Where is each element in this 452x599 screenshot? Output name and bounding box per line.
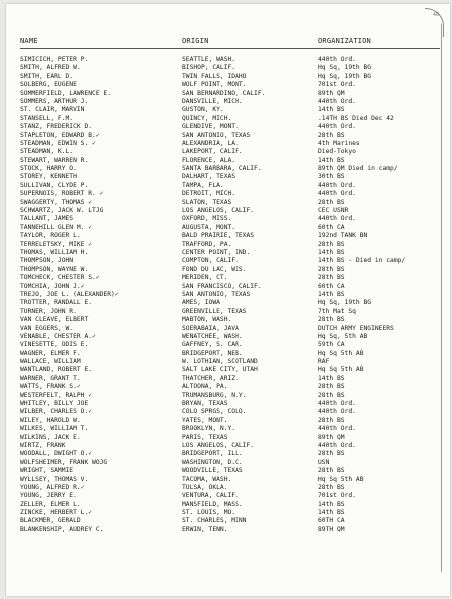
list-item bbox=[20, 526, 436, 534]
entry-organization: 59th CA bbox=[318, 341, 345, 349]
entry-origin: THATCHER, ARIZ. bbox=[182, 374, 239, 382]
list-item bbox=[20, 266, 436, 274]
entry-organization: Hq Sq, 5th AB bbox=[318, 332, 368, 340]
entry-organization: 14th BS bbox=[318, 248, 345, 256]
header-rule bbox=[20, 48, 440, 49]
entry-name: BLACKMER, GERALD bbox=[20, 517, 81, 525]
list-item bbox=[20, 241, 436, 249]
entry-organization: 701st Ord. bbox=[318, 492, 356, 500]
list-item bbox=[20, 408, 436, 416]
entry-organization: Hq Sq 5th AB bbox=[318, 349, 364, 357]
entry-name: WYLLSEY, THOMAS V. bbox=[20, 475, 89, 483]
header-name: NAME bbox=[20, 37, 38, 45]
entry-organization: CEC USNR bbox=[318, 207, 349, 215]
entry-organization: 60th CA bbox=[318, 223, 345, 231]
entry-name: TROTTER, RANDALL E. bbox=[20, 299, 93, 307]
entry-name: TANNEHILL GLEN M. ✓ bbox=[20, 223, 93, 231]
list-item bbox=[20, 56, 436, 64]
entry-origin: GLENDIVE, MONT. bbox=[182, 123, 239, 131]
entry-origin: SOERABAIA, JAVA bbox=[182, 324, 239, 332]
list-item bbox=[20, 425, 436, 433]
entry-name: STANZ, FREDERICK D. bbox=[20, 123, 93, 131]
entry-organization: 28th BS bbox=[318, 316, 345, 324]
list-item bbox=[20, 517, 436, 525]
entry-origin: TAMPA, FLA. bbox=[182, 181, 224, 189]
list-item bbox=[20, 350, 436, 358]
entry-organization: Hq Sq, 19th BG bbox=[318, 64, 372, 72]
entry-origin: BISHOP, CALIF. bbox=[182, 64, 236, 72]
entry-organization: 28th BS bbox=[318, 383, 345, 391]
entry-origin: VENTURA, CALIF. bbox=[182, 492, 239, 500]
entry-origin: BRYAN, TEXAS bbox=[182, 400, 228, 408]
entry-organization: 440th Ord. bbox=[318, 400, 356, 408]
list-item bbox=[20, 182, 436, 190]
entry-organization: 440th Ord. bbox=[318, 441, 356, 449]
entry-organization: 89th QM bbox=[318, 89, 345, 97]
list-item bbox=[20, 123, 436, 131]
entry-origin: OXFORD, MISS. bbox=[182, 215, 232, 223]
list-item bbox=[20, 325, 436, 333]
entry-name: WILBER, CHARLES O.✓ bbox=[20, 408, 93, 416]
entry-organization: 14th BS bbox=[318, 290, 345, 298]
document-page bbox=[6, 4, 450, 596]
entry-name: STEADMAN, EDWIN S. ✓ bbox=[20, 139, 96, 147]
list-item bbox=[20, 434, 436, 442]
list-item bbox=[20, 484, 436, 492]
entry-organization: 89TH QM bbox=[318, 525, 345, 533]
entry-origin: WASHINGTON, D.C. bbox=[182, 458, 243, 466]
entry-name: VINESETTE, ODIS E. bbox=[20, 341, 89, 349]
list-item bbox=[20, 148, 436, 156]
list-item bbox=[20, 98, 436, 106]
entry-origin: FOND DU LAC, WIS. bbox=[182, 265, 247, 273]
entry-origin: GAFFNEY, S. CAR. bbox=[182, 341, 243, 349]
entry-name: WOODALL, DWIGHT O.✓ bbox=[20, 450, 93, 458]
list-item bbox=[20, 291, 436, 299]
list-item bbox=[20, 375, 436, 383]
entry-name: WOLFSHEIMER, FRANK WOJG bbox=[20, 458, 108, 466]
entry-organization: 28th BS bbox=[318, 131, 345, 139]
entry-origin: SLATON, TEXAS bbox=[182, 198, 232, 206]
list-item bbox=[20, 509, 436, 517]
entry-name: TALLANT, JAMES bbox=[20, 215, 74, 223]
entry-origin: ST. CHARLES, MINN bbox=[182, 517, 247, 525]
entry-organization: 440th Ord. bbox=[318, 408, 356, 416]
entry-organization: 60TH CA bbox=[318, 517, 345, 525]
entry-origin: TULSA, OKLA. bbox=[182, 483, 228, 491]
entry-name: STOREY, KENNETH bbox=[20, 173, 77, 181]
entry-name: SCHWARTZ, JACK W. LTJG bbox=[20, 207, 104, 215]
header-organization: ORGANIZATION bbox=[318, 37, 371, 45]
entry-origin: TWIN FALLS, IDAHO bbox=[182, 72, 247, 80]
entry-origin: FLORENCE, ALA. bbox=[182, 156, 236, 164]
entry-name: SUPERNOIS, ROBERT R. ✓ bbox=[20, 190, 104, 198]
entry-origin: TACOMA, WASH. bbox=[182, 475, 232, 483]
entry-organization: DUTCH ARMY ENGINEERS bbox=[318, 324, 394, 332]
entry-name: SMITH, EARL D. bbox=[20, 72, 74, 80]
entry-organization: 440th Ord. bbox=[318, 181, 356, 189]
entry-name: WATTS, FRANK S.✓ bbox=[20, 383, 81, 391]
entry-origin: SAN ANTONIO, TEXAS bbox=[182, 131, 251, 139]
entry-organization: 14th BS bbox=[318, 500, 345, 508]
entry-organization: 89th QM Died in camp/ bbox=[318, 165, 398, 173]
entry-name: TURNER, JOHN R. bbox=[20, 307, 77, 315]
entry-name: SULLIVAN, CLYDE P. bbox=[20, 181, 89, 189]
entry-name: STOCK, HARRY O. bbox=[20, 165, 77, 173]
margin-line bbox=[441, 24, 442, 572]
entry-organization: 28th BS bbox=[318, 198, 345, 206]
entry-name: STEADMAN, K.L. bbox=[20, 148, 74, 156]
entry-name: WRIGHT, SAMMIE bbox=[20, 467, 74, 475]
entry-name: SOMMERS, ARTHUR J. bbox=[20, 97, 89, 105]
entry-origin: DALHART, TEXAS bbox=[182, 173, 236, 181]
entry-organization: 89th QM bbox=[318, 433, 345, 441]
entry-organization: 440th Ord. bbox=[318, 215, 356, 223]
entry-name: SOMMERFIELD, LAWRENCE E. bbox=[20, 89, 111, 97]
entry-name: WILKES, WILLIAM T. bbox=[20, 425, 89, 433]
entry-origin: TRAFFORD, PA. bbox=[182, 240, 232, 248]
list-item bbox=[20, 232, 436, 240]
list-item bbox=[20, 358, 436, 366]
entry-organization: 440th Ord. bbox=[318, 97, 356, 105]
list-item bbox=[20, 383, 436, 391]
entry-origin: SAN ANTONIO, TEXAS bbox=[182, 290, 251, 298]
entry-name: THOMPSON, WAYNE W. bbox=[20, 265, 89, 273]
entry-organization: 14th BS - Died in camp/ bbox=[318, 257, 406, 265]
entry-name: VENABLE, CHESTER A.✓ bbox=[20, 332, 96, 340]
header-origin: ORIGIN bbox=[182, 37, 209, 45]
entry-origin: QUINCY, MICH. bbox=[182, 114, 232, 122]
entry-origin: WENATCHEE, WASH. bbox=[182, 332, 243, 340]
entry-name: TERRELETSKY, MIKE ✓ bbox=[20, 240, 93, 248]
entry-name: VAN CLEAVE, ELBERT bbox=[20, 316, 89, 324]
list-item bbox=[20, 417, 436, 425]
entry-name: SWAGGERTY, THOMAS ✓ bbox=[20, 198, 93, 206]
entry-organization: USN bbox=[318, 458, 330, 466]
entry-name: ZINCKE, HERBERT L.✓ bbox=[20, 509, 93, 517]
list-item bbox=[20, 299, 436, 307]
entry-organization: Hq Sq, 19th BG bbox=[318, 299, 372, 307]
entry-organization: Hq Sq, 19th BG bbox=[318, 72, 372, 80]
roster-list bbox=[20, 56, 436, 534]
entry-name: ZELLER, ELMER L. bbox=[20, 500, 81, 508]
entry-name: VAN EGGERS, W. bbox=[20, 324, 74, 332]
list-item bbox=[20, 157, 436, 165]
entry-origin: SEATTLE, WASH. bbox=[182, 56, 236, 63]
list-item bbox=[20, 467, 436, 475]
list-item bbox=[20, 257, 436, 265]
entry-origin: SALT LAKE CITY, UTAH bbox=[182, 366, 258, 374]
entry-name: WILEY, HAROLD W. bbox=[20, 416, 81, 424]
entry-organization: 440th Ord. bbox=[318, 123, 356, 131]
entry-origin: TRUMANSBURG, N.Y. bbox=[182, 391, 247, 399]
list-item bbox=[20, 274, 436, 282]
list-item bbox=[20, 207, 436, 215]
list-item bbox=[20, 459, 436, 467]
list-item bbox=[20, 283, 436, 291]
entry-name: TOMCHECK, CHESTER S.✓ bbox=[20, 274, 100, 282]
entry-name: STANSELL, F.M. bbox=[20, 114, 74, 122]
entry-origin: WOLF POINT, MONT. bbox=[182, 81, 247, 89]
entry-name: SIMICICH, PETER P. bbox=[20, 56, 89, 63]
entry-origin: BRIDGEPORT, NEB. bbox=[182, 349, 243, 357]
list-item bbox=[20, 132, 436, 140]
entry-origin: DANSVILLE, MICH. bbox=[182, 97, 243, 105]
entry-origin: AUGUSTA, MONT. bbox=[182, 223, 236, 231]
entry-name: SMITH, ALFRED W. bbox=[20, 64, 81, 72]
entry-origin: BROOKLYN, N.Y. bbox=[182, 425, 236, 433]
entry-origin: SAN FRANCISCO, CALIF. bbox=[182, 282, 262, 290]
list-item bbox=[20, 442, 436, 450]
entry-name: WAGNER, ELMER F. bbox=[20, 349, 81, 357]
entry-organization: 28th BS bbox=[318, 483, 345, 491]
entry-organization: 14th BS bbox=[318, 374, 345, 382]
entry-organization: Hq Sq 5th AB bbox=[318, 475, 364, 483]
list-item bbox=[20, 224, 436, 232]
list-item bbox=[20, 173, 436, 181]
entry-organization: Died-Tokyo bbox=[318, 148, 356, 156]
entry-origin: WOODVILLE, TEXAS bbox=[182, 467, 243, 475]
list-item bbox=[20, 64, 436, 72]
entry-origin: LOS ANGELOS, CALIF. bbox=[182, 441, 255, 449]
entry-name: WALLACE, WILLIAM bbox=[20, 358, 81, 366]
list-item bbox=[20, 73, 436, 81]
entry-origin: MERIDEN, CT. bbox=[182, 274, 228, 282]
list-item bbox=[20, 333, 436, 341]
entry-organization: 28th BS bbox=[318, 274, 345, 282]
entry-name: STAPLETON, EDWARD B.✓ bbox=[20, 131, 100, 139]
list-item bbox=[20, 476, 436, 484]
column-header bbox=[20, 37, 426, 47]
entry-origin: AMES, IOWA bbox=[182, 299, 220, 307]
list-item bbox=[20, 249, 436, 257]
entry-name: YOUNG, JERRY E. bbox=[20, 492, 77, 500]
list-item bbox=[20, 492, 436, 500]
entry-name: WILKINS, JACK E. bbox=[20, 433, 81, 441]
entry-origin: SAN BERNARDINO, CALIF. bbox=[182, 89, 266, 97]
entry-origin: MANSFIELD, MASS. bbox=[182, 500, 243, 508]
entry-origin: COMPTON, CALIF. bbox=[182, 257, 239, 265]
list-item bbox=[20, 501, 436, 509]
entry-organization: 192nd TANK BN bbox=[318, 232, 368, 240]
page-number: 40 bbox=[433, 12, 440, 18]
entry-origin: W. LOTHIAN, SCOTLAND bbox=[182, 358, 258, 366]
entry-name: WIRTZ, FRANK bbox=[20, 441, 66, 449]
entry-name: TAYLOR, ROGER L. bbox=[20, 232, 81, 240]
entry-organization: 28th BS bbox=[318, 416, 345, 424]
entry-organization: 4th Marines bbox=[318, 139, 360, 147]
entry-origin: SANTA BARBARA, CALIF. bbox=[182, 165, 262, 173]
entry-organization: 28th BS bbox=[318, 467, 345, 475]
list-item bbox=[20, 215, 436, 223]
list-item bbox=[20, 140, 436, 148]
list-item bbox=[20, 400, 436, 408]
entry-name: WHITLEY, BILLY JOE bbox=[20, 400, 89, 408]
list-item bbox=[20, 316, 436, 324]
entry-origin: CENTER POINT, IND. bbox=[182, 248, 251, 256]
entry-origin: PARIS, TEXAS bbox=[182, 433, 228, 441]
entry-organization: 701st Ord. bbox=[318, 81, 356, 89]
entry-organization: 60th CA bbox=[318, 282, 345, 290]
entry-origin: DETROIT, MICH. bbox=[182, 190, 236, 198]
entry-origin: ALTOONA, PA. bbox=[182, 383, 228, 391]
list-item bbox=[20, 450, 436, 458]
entry-organization: 440th Ord. bbox=[318, 425, 356, 433]
entry-organization: 14th BS bbox=[318, 106, 345, 114]
entry-organization: 28th BS bbox=[318, 265, 345, 273]
list-item bbox=[20, 341, 436, 349]
entry-name: ST. CLAIR, MARVIN bbox=[20, 106, 85, 114]
entry-organization: 28th BS bbox=[318, 240, 345, 248]
entry-organization: 440th Ord. bbox=[318, 190, 356, 198]
entry-origin: LAKEPORT, CALIF. bbox=[182, 148, 243, 156]
entry-organization: .14TH BS Died Dec 42 bbox=[318, 114, 394, 122]
entry-name: TOMCHIA, JOHN J.✓ bbox=[20, 282, 85, 290]
entry-name: WANTLAND, ROBERT E. bbox=[20, 366, 93, 374]
entry-origin: BALD PRAIRIE, TEXAS bbox=[182, 232, 255, 240]
entry-name: THOMAS, WILLIAM H. bbox=[20, 248, 89, 256]
entry-organization: Hq Sq 5th AB bbox=[318, 366, 364, 374]
entry-origin: ERWIN, TENN. bbox=[182, 525, 228, 533]
entry-origin: GUSTON, KY. bbox=[182, 106, 224, 114]
list-item bbox=[20, 392, 436, 400]
entry-name: STEWART, WARREN R. bbox=[20, 156, 89, 164]
entry-origin: BRIDGEPORT, ILL. bbox=[182, 450, 243, 458]
entry-origin: YATES, MONT. bbox=[182, 416, 228, 424]
entry-origin: COLO SPRGS, COLO. bbox=[182, 408, 247, 416]
entry-name: YOUNG, ALFRED R.✓ bbox=[20, 483, 85, 491]
entry-organization: RAF bbox=[318, 358, 330, 366]
entry-organization: 440th Ord. bbox=[318, 56, 356, 63]
entry-organization: 14th BS bbox=[318, 509, 345, 517]
entry-name: SOLBERG, EUGENE bbox=[20, 81, 77, 89]
entry-name: BLANKENSHIP, AUDREY C. bbox=[20, 525, 104, 533]
list-item bbox=[20, 165, 436, 173]
entry-origin: ALEXANDRIA, LA. bbox=[182, 139, 239, 147]
entry-name: WARNER, GRANT T. bbox=[20, 374, 81, 382]
entry-organization: 30th BS bbox=[318, 173, 345, 181]
entry-organization: 28th BS bbox=[318, 450, 345, 458]
list-item bbox=[20, 115, 436, 123]
entry-organization: 7th Mat Sq bbox=[318, 307, 356, 315]
list-item bbox=[20, 190, 436, 198]
entry-organization: 14th BS bbox=[318, 156, 345, 164]
list-item bbox=[20, 308, 436, 316]
entry-origin: MABTON, WASH. bbox=[182, 316, 232, 324]
entry-name: WESTERFELT, RALPH ✓ bbox=[20, 391, 93, 399]
entry-name: THOMPSON, JOHN bbox=[20, 257, 74, 265]
list-item bbox=[20, 366, 436, 374]
entry-origin: ST. LOUIS, MO. bbox=[182, 509, 236, 517]
list-item bbox=[20, 199, 436, 207]
list-item bbox=[20, 81, 436, 89]
list-item bbox=[20, 90, 436, 98]
entry-name: TREJO, JOE L. (ALEXANDER)✓ bbox=[20, 290, 119, 298]
entry-origin: LOS ANGELOS, CALIF. bbox=[182, 207, 255, 215]
list-item bbox=[20, 106, 436, 114]
entry-origin: GREENVILLE, TEXAS bbox=[182, 307, 247, 315]
entry-organization: 28th BS bbox=[318, 391, 345, 399]
